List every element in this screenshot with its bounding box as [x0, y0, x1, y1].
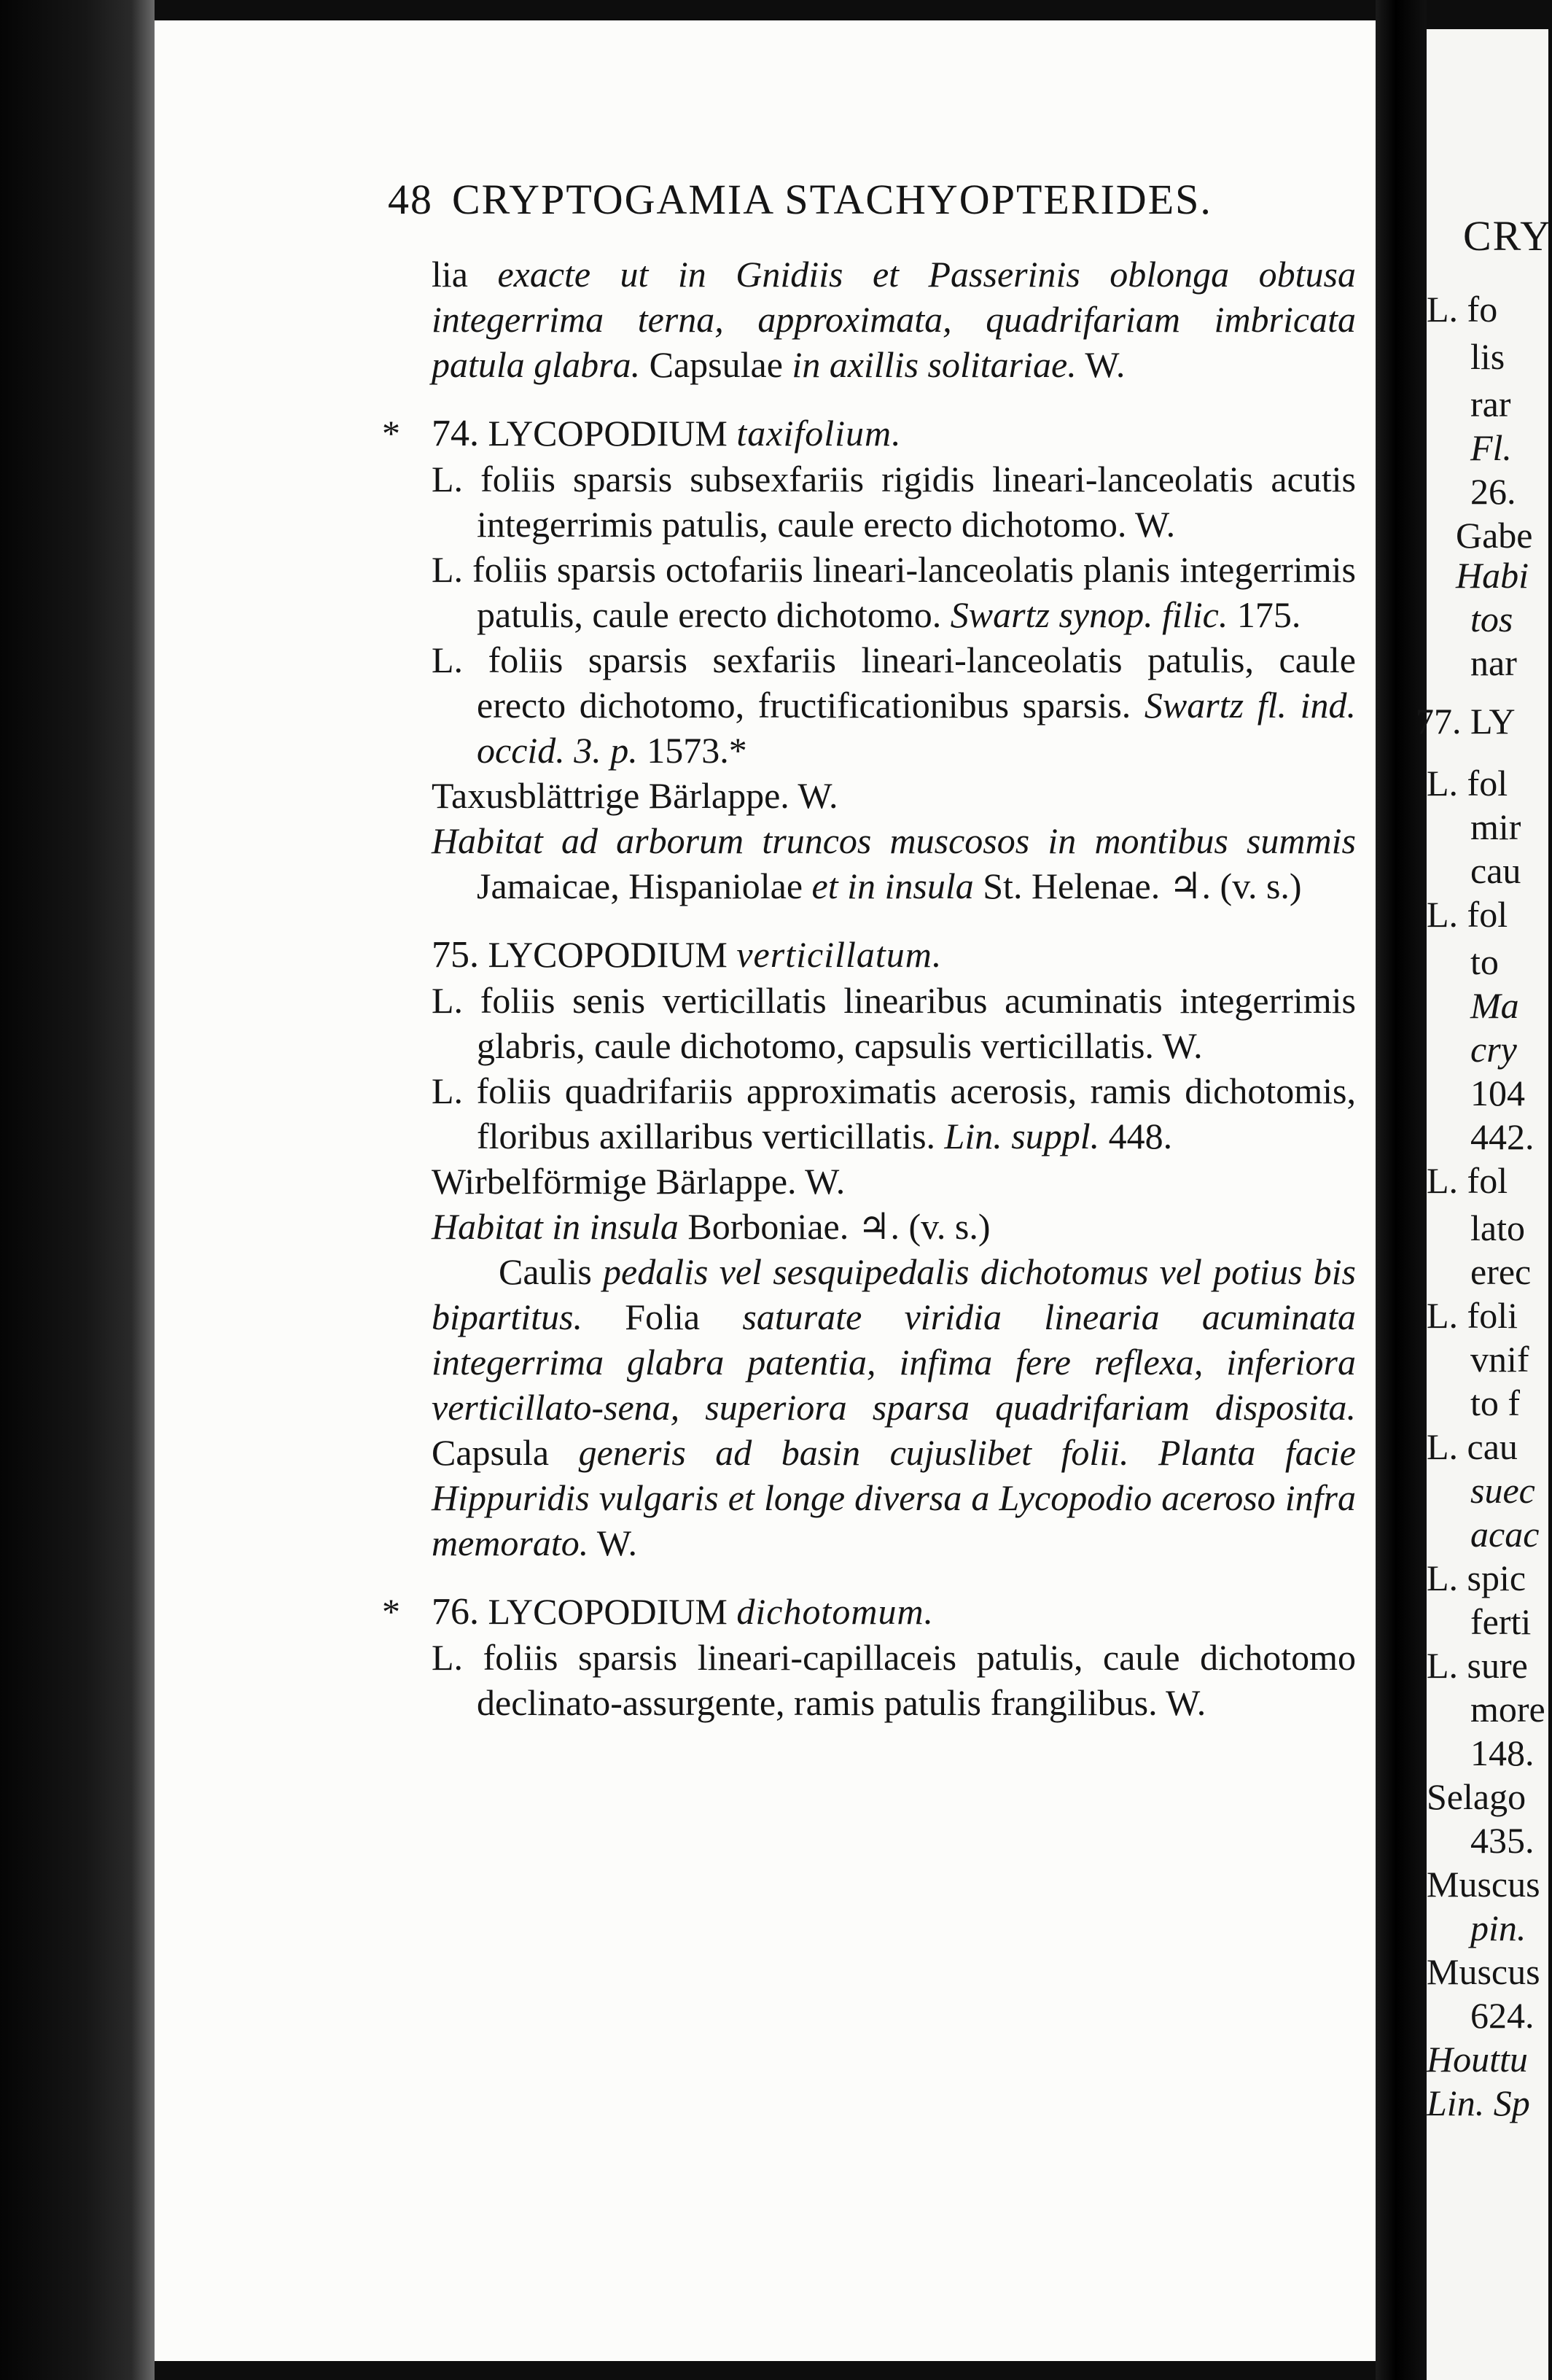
- genus-name: LYCOPODIUM: [488, 413, 728, 454]
- species-name: taxifolium.: [736, 413, 902, 454]
- facing-page-line: Muscus: [1427, 1951, 1540, 1992]
- desc-roman: Caulis: [499, 1251, 604, 1292]
- species-name: verticillatum.: [736, 934, 943, 975]
- entry-74-heading: [382, 411, 1356, 456]
- citation-page: 448.: [1099, 1116, 1173, 1156]
- genus-name: LYCOPODIUM: [488, 934, 728, 975]
- entry-75-vernacular: Wirbelförmige Bärlappe. W.: [432, 1161, 846, 1202]
- running-header: [388, 175, 1343, 226]
- facing-page-line: more: [1470, 1689, 1545, 1730]
- facing-page-line: Gabe: [1456, 515, 1533, 556]
- facing-page-line: L. foli: [1427, 1295, 1518, 1336]
- facing-page-line: suec: [1470, 1470, 1535, 1511]
- asterisk-marker: *: [382, 413, 400, 454]
- habitat-roman: Jamaicae, Hispaniolae: [477, 866, 812, 906]
- entry-74-vernacular: Taxusblättrige Bärlappe. W.: [432, 775, 838, 816]
- facing-page-line: L. fol: [1427, 894, 1508, 935]
- asterisk-marker: *: [382, 1591, 400, 1632]
- facing-page-line: L. fol: [1427, 763, 1508, 804]
- entry-75-heading: [432, 932, 1356, 978]
- entry-74-diagnosis-2: [432, 547, 1356, 637]
- facing-page-line: pin.: [1470, 1908, 1526, 1948]
- diagnosis-text: L. foliis quadrifariis approximatis acerosis, ramis dichotomis, floribus axillaribus verticillatis.: [432, 1070, 1356, 1156]
- book-gutter: [1376, 0, 1427, 2380]
- facing-page-line: 77. LY: [1416, 701, 1516, 742]
- desc-italic: generis ad basin cujuslibet folii. Planta facie Hippuridis vulgaris et longe diversa a Lycopodio aceroso infra memorato.: [432, 1432, 1356, 1563]
- facing-page-line: to: [1470, 941, 1499, 982]
- desc-roman: Folia: [582, 1296, 743, 1337]
- facing-page-line: Ma: [1470, 985, 1519, 1026]
- facing-page-line: acac: [1470, 1514, 1540, 1555]
- citation-page: 175.: [1228, 594, 1301, 635]
- facing-page-line: 442.: [1470, 1116, 1535, 1157]
- facing-page-line: 148.: [1470, 1732, 1535, 1773]
- citation: Swartz fl. ind. occid. 3. p.: [477, 685, 1356, 771]
- genus-name: LYCOPODIUM: [488, 1591, 728, 1632]
- book-edge-left: [0, 0, 155, 2380]
- opening-paragraph: [432, 252, 1356, 387]
- entry-76-heading: [382, 1589, 1356, 1635]
- entry-number: 76.: [432, 1591, 479, 1633]
- facing-page-line: to f: [1470, 1382, 1521, 1423]
- facing-page-line: Selago: [1427, 1776, 1526, 1817]
- facing-page-line: Lin. Sp: [1427, 2082, 1530, 2123]
- facing-page-line: Houttu: [1427, 2039, 1528, 2080]
- facing-page-line: 26.: [1470, 471, 1516, 512]
- citation: Swartz synop. filic.: [950, 594, 1228, 635]
- opening-end: W.: [1076, 344, 1126, 385]
- desc-italic: pedalis vel sesquipedalis dichotomus vel potius bis bipartitus.: [432, 1251, 1356, 1337]
- species-name: dichotomum.: [736, 1591, 935, 1632]
- habitat-end: Borboniae. ♃. (v. s.): [678, 1206, 991, 1247]
- facing-page: [1416, 29, 1552, 2380]
- facing-page-line: L. fol: [1427, 1160, 1508, 1201]
- facing-page-line: lato: [1470, 1208, 1525, 1248]
- page-text: [382, 252, 1356, 1725]
- entry-74-diagnosis-3: [432, 637, 1356, 773]
- facing-page-line: 624.: [1470, 1995, 1535, 2036]
- facing-page-line: L. cau: [1427, 1426, 1518, 1467]
- opening-italic-2: in axillis solitariae.: [792, 344, 1077, 385]
- facing-page-line: cry: [1470, 1029, 1517, 1070]
- running-title: CRYPTOGAMIA STACHYOPTERIDES.: [452, 176, 1212, 223]
- facing-page-line: 435.: [1470, 1820, 1535, 1861]
- facing-page-line: Habi: [1456, 555, 1529, 596]
- facing-page-line: CRY: [1463, 212, 1552, 260]
- facing-page-line: 104: [1470, 1073, 1525, 1113]
- citation-page: 1573.*: [637, 730, 747, 771]
- facing-page-line: rar: [1470, 384, 1511, 424]
- facing-page-line: cau: [1470, 850, 1521, 891]
- citation: Lin. suppl.: [944, 1116, 1100, 1156]
- opening-roman: Capsulae: [640, 344, 792, 385]
- opening-italic: exacte ut in Gnidiis et Passerinis oblonga obtusa integerrima terna, approximata, quadrifariam imbricata patula glabra.: [432, 254, 1356, 385]
- entry-75-description: [432, 1249, 1356, 1566]
- facing-page-line: nar: [1470, 642, 1517, 683]
- diagnosis-text: L. foliis sparsis sexfariis lineari-lanceolatis patulis, caule erecto dichotomo, fructificationibus sparsis.: [432, 639, 1356, 726]
- entry-number: 74.: [432, 413, 479, 454]
- entry-75-habitat: [432, 1204, 1356, 1249]
- entry-74-habitat: [432, 818, 1356, 909]
- entry-74-diagnosis-1: L. foliis sparsis subsexfariis rigidis lineari-lanceolatis acutis integerrimis patulis, caule erecto dichotomo. W.: [432, 459, 1356, 545]
- facing-page-line: tos: [1470, 599, 1513, 639]
- facing-page-line: Muscus: [1427, 1864, 1540, 1905]
- entry-75-diagnosis-2: [432, 1068, 1356, 1159]
- diagnosis-text: L. foliis sparsis octofariis lineari-lanceolatis planis integerrimis patulis, caule erecto dichotomo.: [432, 549, 1356, 635]
- facing-page-line: L. spic: [1427, 1558, 1526, 1598]
- facing-page-line: Fl.: [1470, 427, 1512, 468]
- habitat-italic-2: et in insula: [811, 866, 974, 906]
- facing-page-line: L. sure: [1427, 1645, 1528, 1686]
- entry-76-diagnosis-1: L. foliis sparsis lineari-capillaceis patulis, caule dichotomo declinato-assurgente, ramis patulis frangilibus. W.: [432, 1637, 1356, 1723]
- habitat-italic: Habitat ad arborum truncos muscosos in montibus summis: [432, 820, 1356, 861]
- desc-italic: saturate viridia linearia acuminata integerrima glabra patentia, infima fere reflexa, inferiora verticillato-sena, superiora sparsa quadrifariam disposita.: [432, 1296, 1356, 1428]
- entry-number: 75.: [432, 934, 479, 976]
- entry-75-diagnosis-1: L. foliis senis verticillatis linearibus acuminatis integerrimis glabris, caule dichotomo, capsulis verticillatis. W.: [432, 980, 1356, 1066]
- opening-lead: lia: [432, 254, 498, 295]
- facing-page-line: lis: [1470, 336, 1505, 377]
- desc-end: W.: [588, 1522, 637, 1563]
- facing-page-line: L. fo: [1427, 289, 1498, 330]
- facing-page-line: mir: [1470, 806, 1521, 847]
- facing-page-line: vnif: [1470, 1339, 1529, 1380]
- page-number: 48: [388, 176, 433, 223]
- facing-page-line: ferti: [1470, 1601, 1532, 1642]
- habitat-italic: Habitat in insula: [432, 1206, 679, 1247]
- habitat-end: St. Helenae. ♃. (v. s.): [973, 866, 1302, 906]
- facing-page-line: erec: [1470, 1251, 1532, 1292]
- desc-roman: Capsula: [432, 1432, 579, 1473]
